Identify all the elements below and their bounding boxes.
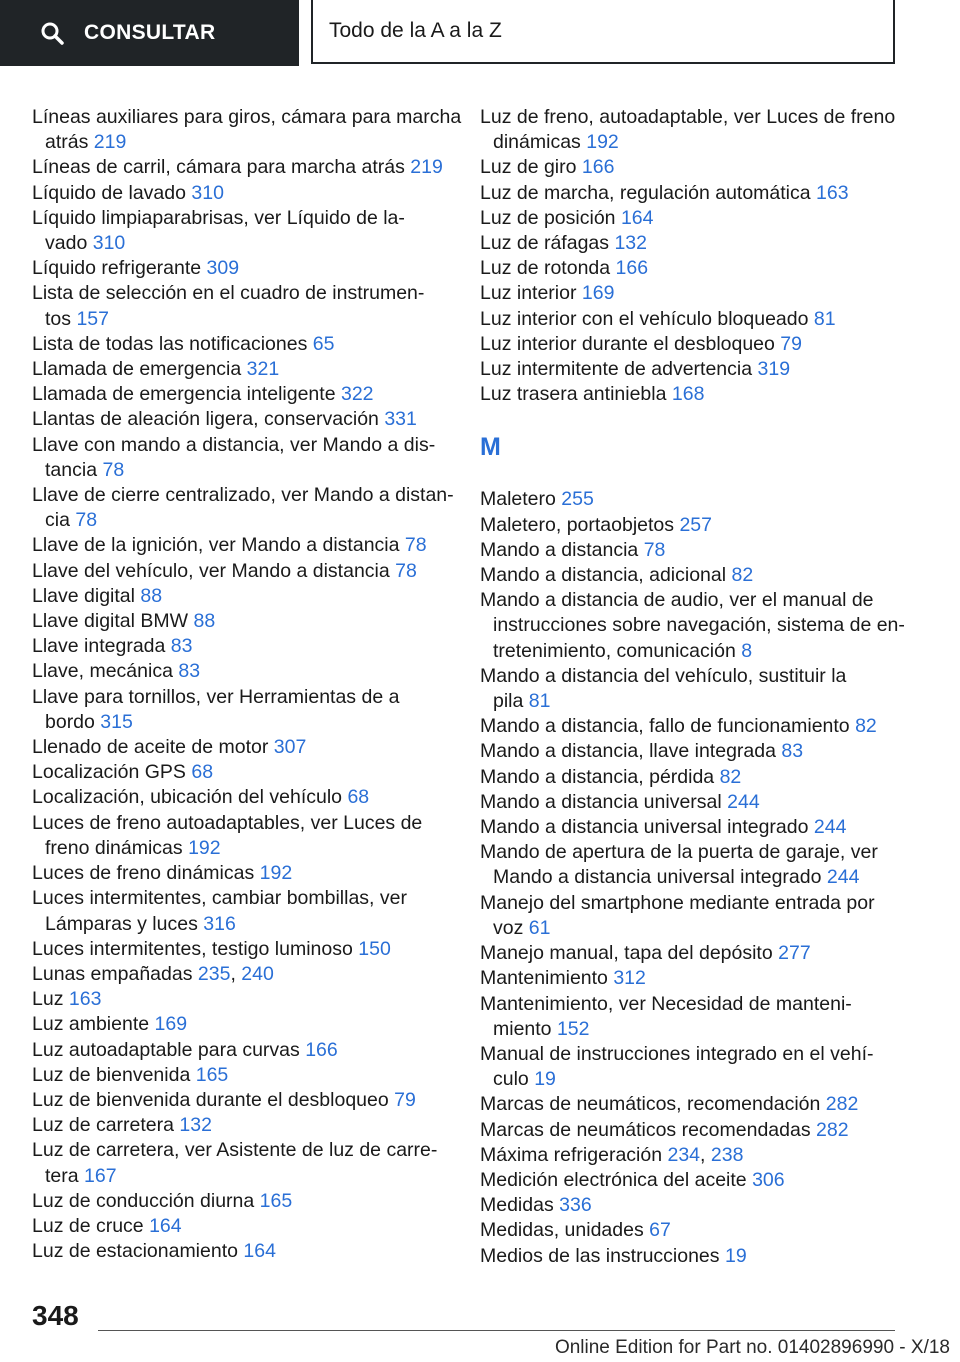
index-entry [480,307,910,332]
index-entry [480,1218,910,1243]
page-number: 348 [32,1300,79,1331]
index-entry [32,1063,447,1088]
index-entry-text: culo [493,1068,529,1091]
page-link[interactable]: 219 [93,131,127,154]
page-link[interactable]: 164 [243,1240,276,1263]
page-link[interactable]: 235 [197,962,231,985]
index-entry-text: Mando a distancia universal integrado [493,866,822,889]
index-entry-text: Mantenimiento [480,967,608,990]
index-entry [32,1214,447,1239]
index-entry [32,1012,447,1037]
page-link[interactable]: 244 [826,866,860,889]
index-entry-text: dinámicas [493,131,581,154]
page-link[interactable]: 166 [615,257,649,280]
index-entry [32,584,447,609]
index-entry [480,790,910,815]
page-link[interactable]: 82 [731,564,754,587]
index-entry [480,206,910,231]
page-link[interactable]: 78 [643,538,666,561]
index-entry-text: Medios de las instrucciones [480,1244,720,1267]
page-link[interactable]: 234 [667,1143,701,1166]
page-link[interactable]: 282 [825,1093,859,1116]
index-entry [32,735,447,760]
page-link[interactable]: 19 [534,1068,556,1091]
page-link[interactable]: 192 [259,862,293,885]
index-entry [480,105,910,155]
index-entry [480,891,910,941]
index-entry-text: voz [493,916,524,939]
index-entry-text: Mando a distancia de audio, ver el manual de [480,589,874,612]
index-entry [480,815,910,840]
index-entry [32,659,447,684]
index-entry [32,281,447,331]
page-link[interactable]: 312 [613,967,646,990]
index-entry-text: Llave con mando a distancia, ver Mando a dis- [32,433,436,456]
page-link[interactable]: 19 [724,1244,747,1267]
index-entry [480,357,910,382]
index-entry-text: Mando a distancia, adicional [480,564,727,587]
page-link[interactable]: 82 [719,765,742,788]
index-entry-text: Llave digital BMW [32,610,189,633]
index-entry-text: miento [493,1017,552,1040]
index-entry-text: Mando a distancia, fallo de funcionamiento [480,715,850,738]
index-entry-text: Luz interior [480,282,577,305]
index-entry [32,382,447,407]
page-link[interactable]: 65 [312,332,335,355]
index-entry-text: Llenado de aceite de motor [32,736,269,759]
page-link[interactable]: 321 [246,358,280,381]
page-link[interactable]: 165 [259,1189,293,1212]
index-entry [32,332,447,357]
index-entry [480,966,910,991]
index-entry: Máxima refrigeración 234, 238 [480,1143,744,1166]
page-link[interactable]: 192 [586,131,619,154]
index-entry-text: Luz de estacionamiento [32,1240,238,1263]
index-entry-text: Mando a distancia [480,538,639,561]
page-link[interactable]: 152 [556,1017,590,1040]
index-entry-text: cia [45,509,70,532]
page-link[interactable]: 168 [671,383,705,406]
page-link[interactable]: 310 [191,181,224,204]
index-entry [480,382,910,407]
page-link[interactable]: 67 [649,1219,671,1242]
index-entry [32,155,447,180]
index-entry [480,332,910,357]
index-entry [32,1239,447,1264]
index-entry-text: Localización GPS [32,761,186,784]
index-entry-text: Manejo manual, tapa del depósito [480,942,773,965]
index-list-right-m [480,487,910,1268]
index-entry-text: Llamada de emergencia inteligente [32,383,336,406]
index-entry-text: Llave de la ignición, ver Mando a distancia [32,534,400,557]
footer-divider [98,1330,895,1331]
index-entry-text: Mando a distancia universal integrado [480,816,809,839]
index-entry [32,105,462,155]
index-entry [32,483,454,533]
index-entry [480,840,910,890]
index-entry [32,559,447,584]
index-entry-text: Luz de ráfagas [480,232,610,255]
index-entry-text: Luz de marcha, regulación automática [480,181,811,204]
index-entry [480,513,910,538]
index-entry [32,987,447,1012]
index-entry-text: Luz ambiente [32,1013,150,1036]
index-entry-text: Luces intermitentes, testigo luminoso [32,937,353,960]
page-link[interactable]: 88 [140,584,163,607]
index-entry-text: Máxima refrigeración [480,1143,663,1166]
index-entry [32,357,447,382]
index-entry [480,1042,910,1092]
index-entry-text: Líneas auxiliares para giros, cámara para marcha [32,106,462,128]
index-entry-text: pila [493,690,524,713]
index-entry-text: Maletero, portaobjetos [480,513,675,536]
page-link[interactable]: 82 [855,715,877,738]
page-link[interactable]: 240 [241,962,274,985]
section-letter: M [480,433,501,462]
tab-todo-a-z[interactable]: Todo de la A a la Z [311,0,895,64]
index-entry-text: Luz de giro [480,156,577,179]
index-entry-text: Luz de rotonda [480,257,611,280]
index-entry-text: vado [45,232,88,255]
index-entry [32,1189,447,1214]
index-entry-text: Llave del vehículo, ver Mando a distancia [32,559,390,582]
index-entry-text: Luz de freno, autoadaptable, ver Luces de freno [480,106,896,128]
index-entry [32,760,447,785]
page-link[interactable]: 163 [816,181,849,204]
page-link[interactable]: 336 [559,1194,592,1217]
index-entry-text: Llantas de aleación ligera, conservación [32,408,379,431]
index-entry-text: Luz de bienvenida [32,1063,191,1086]
page-link[interactable]: 282 [816,1118,849,1141]
index-entry [32,1138,447,1188]
index-entry-text: Marcas de neumáticos recomendadas [480,1118,811,1141]
page-link[interactable]: 79 [780,332,802,355]
index-entry-text: Luz interior durante el desbloqueo [480,332,775,355]
index-entry-text: atrás [45,131,89,154]
page-link[interactable]: 167 [84,1164,117,1187]
index-entry-text: Llave, mecánica [32,660,173,683]
edition-text: Online Edition for Part no. 01402896990 - X/18 [554,1337,950,1358]
index-entry [32,785,447,810]
index-entry-text: tretenimiento, comunicación [493,639,736,662]
index-entry [480,1092,910,1117]
index-entry-text: tera [45,1164,79,1187]
index-entry-text: Luces de freno autoadaptables, ver Luces de [32,811,423,834]
index-entry [480,739,910,764]
page-link[interactable]: 68 [347,786,370,809]
index-entry-text: Mando de apertura de la puerta de garaje, ver [480,841,878,864]
index-entry [480,538,910,563]
page-link[interactable]: 310 [92,232,126,255]
index-entry-text: Lunas empañadas [32,962,193,985]
page-link[interactable]: 307 [273,736,307,759]
page-link[interactable]: 315 [100,710,133,733]
page-link[interactable]: 132 [179,1114,212,1137]
page-link[interactable]: 78 [404,534,427,557]
index-entry-text: Mantenimiento, ver Necesidad de manteni- [480,992,852,1015]
index-entry-text: Líneas de carril, cámara para marcha atrás [32,156,405,179]
index-entry [480,1118,910,1143]
index-entry-text: Líquido limpiaparabrisas, ver Líquido de la- [32,206,405,229]
index-entry-text: Luz interior con el vehículo bloqueado [480,307,809,330]
page-link[interactable]: 306 [752,1168,785,1191]
index-entry-text: Mando a distancia universal [480,790,722,813]
index-entry-text: Mando a distancia del vehículo, sustituir la [480,664,847,687]
index-entry [32,634,447,659]
index-entry [480,281,910,306]
index-entry-text: Luz de cruce [32,1214,144,1237]
page-link[interactable]: 78 [395,559,417,582]
index-entry-text: Llamada de emergencia [32,358,242,381]
index-entry-text: Luz de bienvenida durante el desbloqueo [32,1088,389,1111]
page-link[interactable]: 331 [384,408,417,431]
index-entry [32,256,447,281]
index-entry [32,1038,447,1063]
index-entry [480,992,910,1042]
index-entry [480,155,910,180]
page-link[interactable]: 83 [781,740,804,763]
index-entry [32,886,447,936]
index-entry-text: Luz intermitente de advertencia [480,358,753,381]
index-entry-text: Manejo del smartphone mediante entrada por [480,891,875,914]
index-entry-text: Localización, ubicación del vehículo [32,786,343,809]
page-link[interactable]: 192 [188,836,221,859]
page-link[interactable]: 88 [193,610,216,633]
page-link[interactable]: 277 [778,942,811,965]
index-entry-text: Medidas [480,1194,554,1217]
page-link[interactable]: 8 [741,639,753,662]
page-link[interactable]: 244 [813,816,847,839]
index-entry [32,685,447,735]
index-entry-text: Luz de conducción diurna [32,1189,255,1212]
page-link[interactable]: 255 [561,488,594,511]
page-link[interactable]: 150 [358,937,391,960]
page-link[interactable]: 169 [154,1013,188,1036]
index-entry-text: Medición electrónica del aceite [480,1168,747,1191]
index-entry-text: Luz trasera antiniebla [480,383,667,406]
page-link[interactable]: 78 [75,509,98,532]
index-entry-text: Luces intermitentes, cambiar bombillas, ver [32,887,407,910]
index-entry-text: Maletero [480,488,556,511]
index-entry-text: Llave para tornillos, ver Herramientas de a [32,685,400,708]
index-entry [32,937,447,962]
header [0,0,960,66]
index-entry [480,588,910,664]
index-entry-text: tos [45,307,72,330]
index-entry [480,181,910,206]
index-entry [480,1168,910,1193]
consultar-button[interactable] [0,0,299,66]
page-link[interactable]: 238 [710,1143,744,1166]
index-column-right [480,105,910,1269]
index-entry [32,861,447,886]
index-entry-text: freno dinámicas [45,836,183,859]
page-link[interactable]: 157 [76,307,109,330]
page-link[interactable]: 244 [727,790,760,813]
index-entry-text: Mando a distancia, pérdida [480,765,715,788]
page-link[interactable]: 79 [394,1088,416,1111]
index-entry [480,487,910,512]
index-entry-text: Llave de cierre centralizado, ver Mando a distan- [32,484,454,507]
index-entry-text: instrucciones sobre navegación, sistema de en- [493,614,905,637]
index-entry [32,433,447,483]
page-link[interactable]: 81 [528,690,551,713]
index-entry [32,1113,447,1138]
index-entry-text: Manual de instrucciones integrado en el vehí- [480,1042,874,1065]
index-entry-text: tancia [45,458,98,481]
index-entry [480,256,910,281]
index-entry [480,1193,910,1218]
page-link[interactable]: 83 [178,660,201,683]
index-entry [32,407,447,432]
page-link[interactable]: 169 [581,282,615,305]
page-link[interactable]: 322 [340,383,374,406]
index-entry-text: Mando a distancia, llave integrada [480,740,776,763]
index-entry [32,1088,447,1113]
index-entry [480,941,910,966]
page-link[interactable]: 165 [195,1063,229,1086]
index-entry [480,664,910,714]
page-link[interactable]: 83 [170,635,193,658]
index-entry-text: bordo [45,710,95,733]
page-link[interactable]: 163 [68,988,102,1011]
index-entry [32,206,447,256]
page-link[interactable]: 164 [149,1214,182,1237]
page-link[interactable]: 166 [581,156,615,179]
index-entry-text: Marcas de neumáticos, recomendación [480,1093,821,1116]
index-list-right-top [480,105,910,407]
page-link[interactable]: 68 [191,761,214,784]
index-entry-text: Luz de carretera, ver Asistente de luz de carre- [32,1139,438,1162]
page-link[interactable]: 309 [206,257,240,280]
index-entry-text: Luz de posición [480,206,616,229]
index-entry [32,533,447,558]
index-entry-text: Medidas, unidades [480,1219,644,1242]
page-link[interactable]: 81 [813,307,836,330]
index-entry [480,563,910,588]
index-entry [32,609,447,634]
page-link[interactable]: 78 [102,458,125,481]
index-column-left [32,105,462,1264]
page-link[interactable]: 219 [410,156,443,179]
index-entry-text: Luz autoadaptable para curvas [32,1038,300,1061]
index-entry [32,181,447,206]
index-entry [480,714,910,739]
search-icon [40,21,64,45]
index-entry-text: Llave integrada [32,635,166,658]
page-link[interactable]: 61 [528,916,551,939]
index-entry-text: Lista de selección en el cuadro de instrumen- [32,282,425,305]
index-entry [32,811,447,861]
index-entry-text: Luz de carretera [32,1114,174,1137]
index-entry-text: Luz [32,988,64,1011]
index-entry-text: Líquido refrigerante [32,257,202,280]
page-link[interactable]: 316 [203,912,236,935]
page-link[interactable]: 257 [679,513,712,536]
page-link[interactable]: 319 [757,358,791,381]
index-entry-text: Lámparas y luces [45,912,198,935]
page-link[interactable]: 132 [614,232,647,255]
index-entry-text: Lista de todas las notificaciones [32,332,308,355]
index-entry [480,765,910,790]
index-entry-text: Luces de freno dinámicas [32,862,255,885]
index-entry-text: Líquido de lavado [32,181,186,204]
index-entry: Lunas empañadas 235, 240 [32,962,274,985]
index-entry [480,1244,910,1269]
page-link[interactable]: 164 [620,206,654,229]
index-entry-text: Llave digital [32,584,135,607]
index-entry [480,231,910,256]
page-link[interactable]: 166 [305,1038,338,1061]
consultar-label: CONSULTAR [84,21,216,44]
